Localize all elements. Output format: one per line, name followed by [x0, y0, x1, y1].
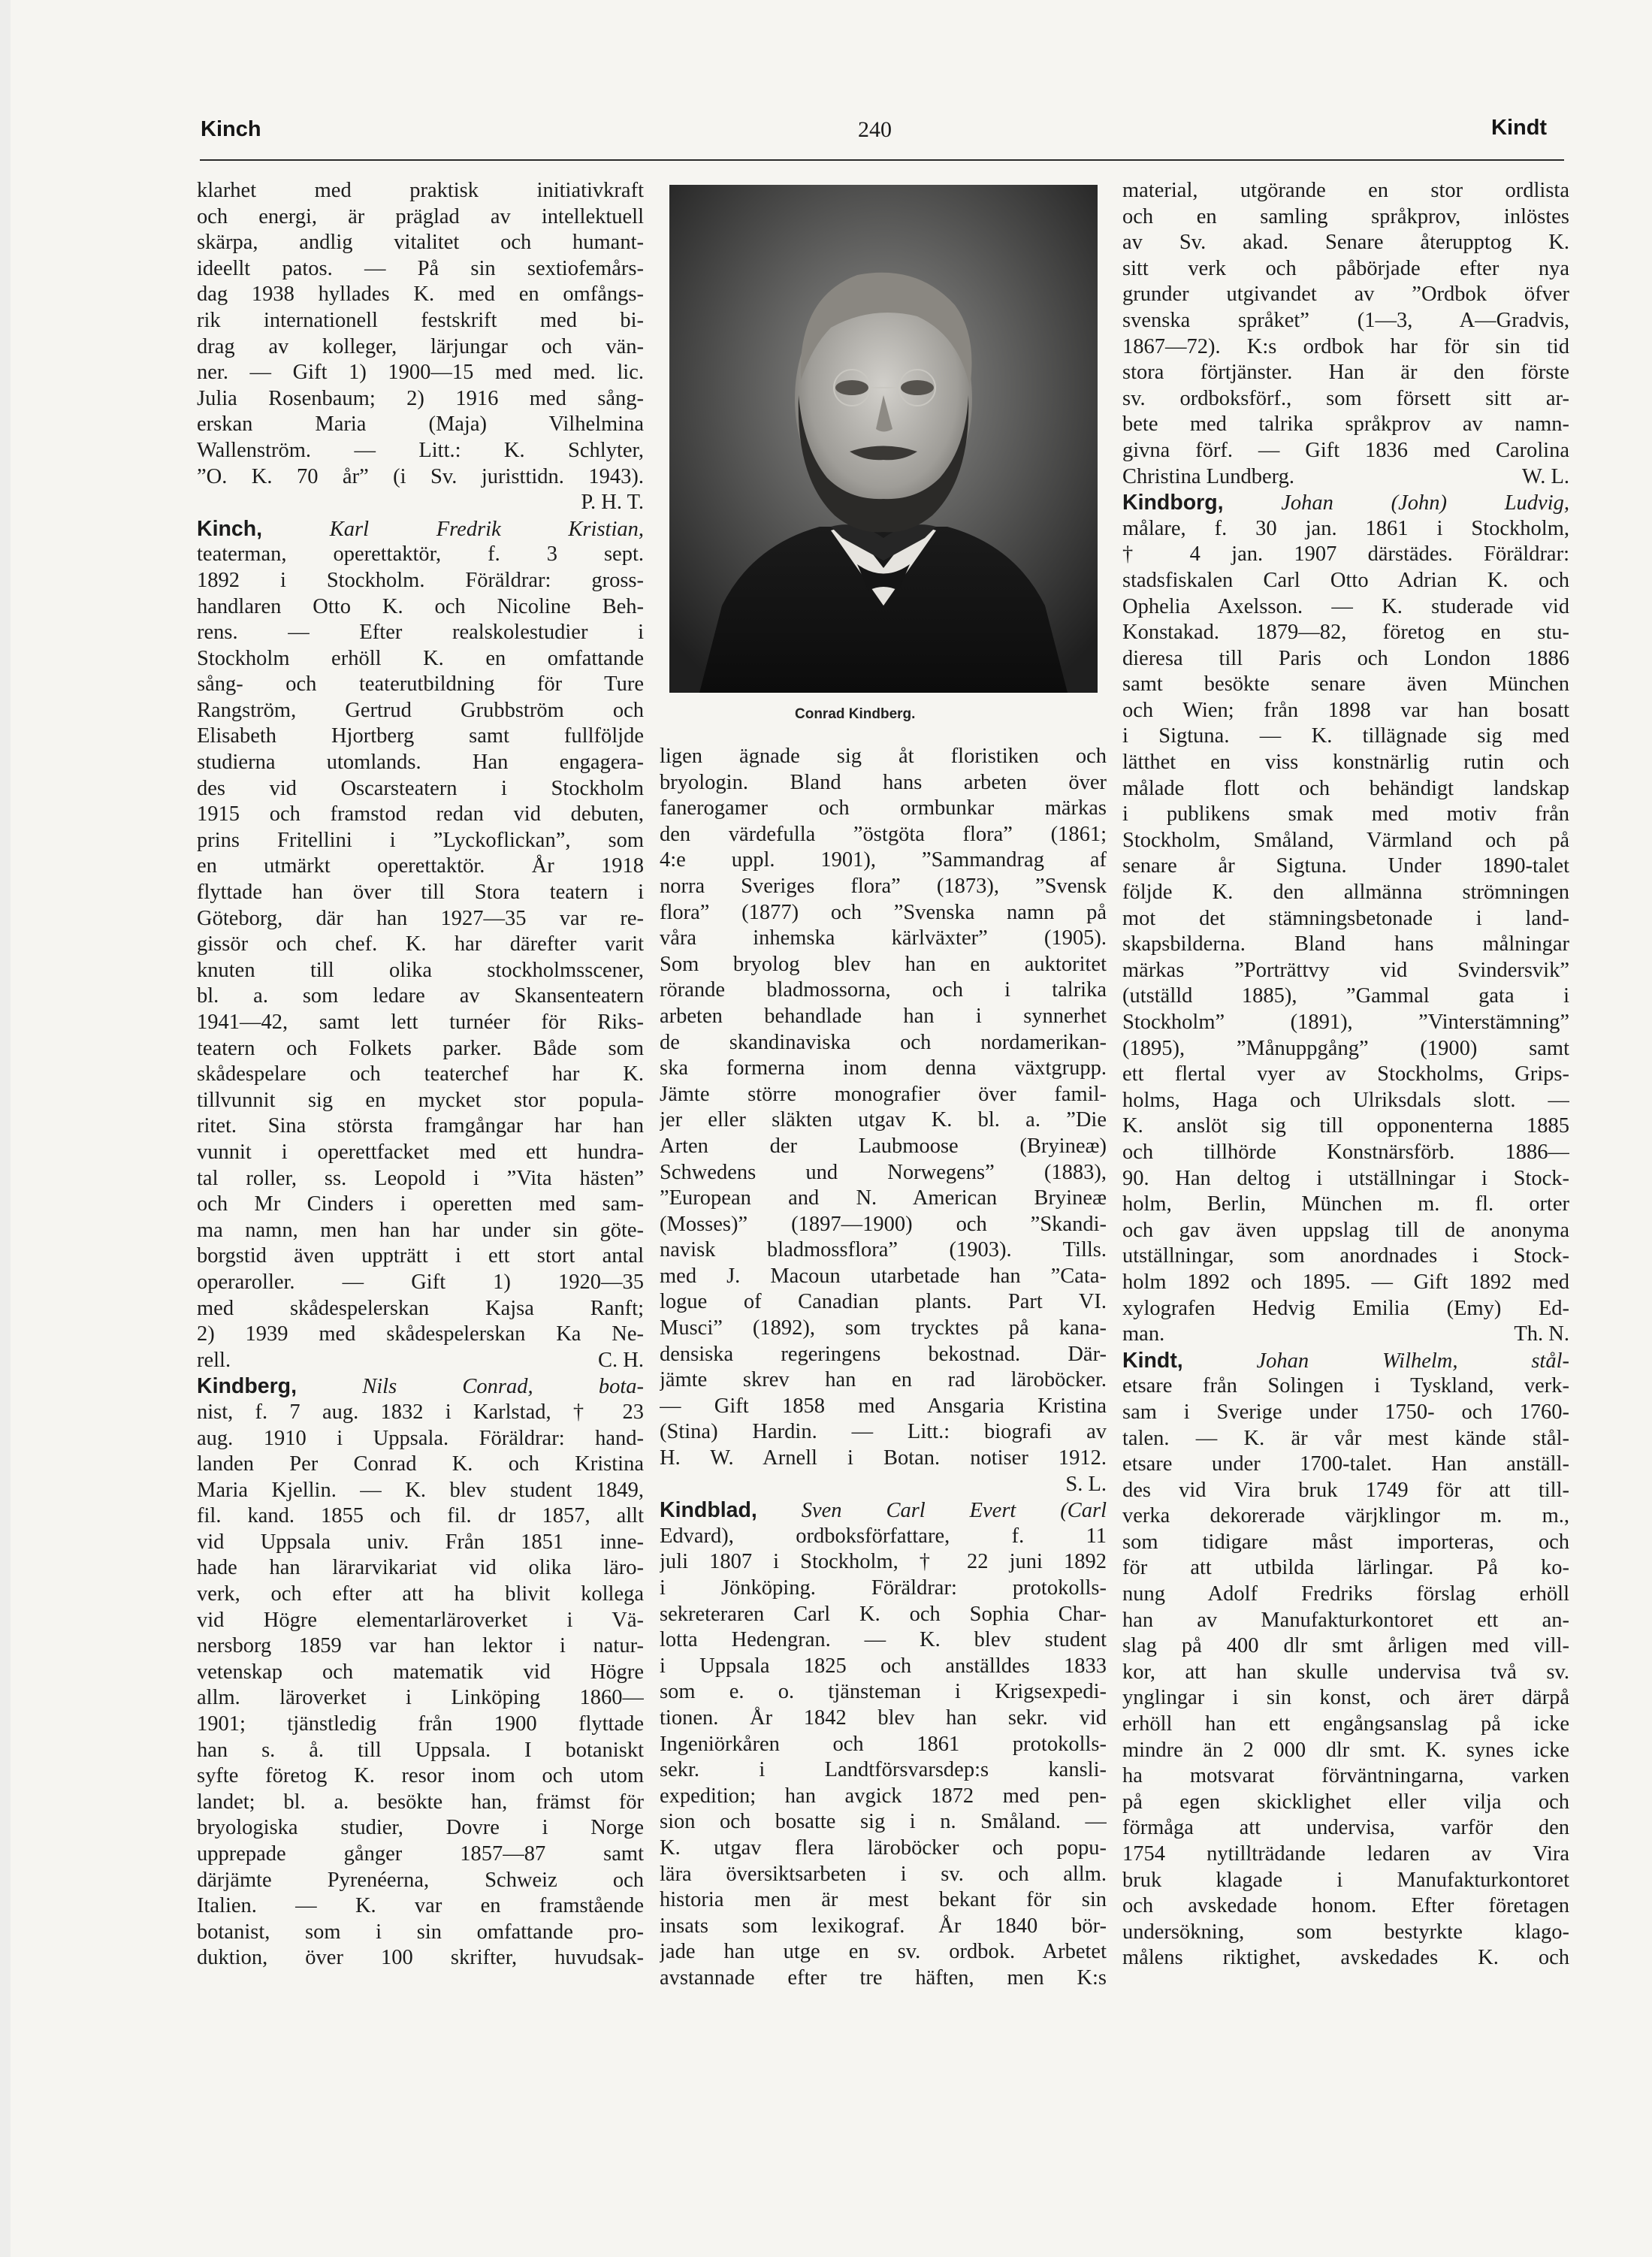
text-line: mot det stämningsbetonade i land- — [1122, 906, 1569, 930]
text-line: därjämte Pyrenéerna, Schweiz och — [197, 1868, 644, 1892]
text-line: Christina Lundberg. W. L. — [1122, 464, 1569, 488]
text-line: de skandinaviska och nordamerikan- — [660, 1030, 1107, 1054]
text-line: rens. — Efter realskolestudier i — [197, 621, 644, 645]
text-line: ha motsvarat förväntningarna, varken — [1122, 1764, 1569, 1788]
running-head-left: Kinch — [201, 117, 261, 141]
text-line: landet; bl. a. besökte han, främst för — [197, 1790, 644, 1814]
text-line: för att utbilda lärlingar. På ko- — [1122, 1556, 1569, 1580]
text-line: målade flott och behändigt landskap — [1122, 776, 1569, 800]
text-line: svenska språket” (1—3, A—Gradvis, — [1122, 308, 1569, 332]
text-line: samt besökte senare även München — [1122, 672, 1569, 696]
text-line: rell. C. H. — [197, 1348, 644, 1372]
text-line: Kindt, Johan Wilhelm, stål- — [1122, 1348, 1569, 1373]
text-line: vetenskap och matematik vid Högre — [197, 1660, 644, 1684]
text-line: nersborg 1859 var han lektor i natur- — [197, 1634, 644, 1658]
text-line: 90. Han deltog i utställningar i Stock- — [1122, 1166, 1569, 1190]
running-head-right: Kindt — [1491, 116, 1548, 140]
text-line: Göteborg, där han 1927—35 var re- — [197, 906, 644, 930]
text-line: expedition; han avgick 1872 med pen- — [660, 1784, 1107, 1808]
text-column-middle — [660, 744, 1107, 1992]
text-line: des vid Oscarsteatern i Stockholm — [197, 776, 644, 800]
text-line: duktion, över 100 skrifter, huvudsak- — [197, 1946, 644, 1970]
text-line: klarhet med praktisk initiativkraft — [197, 179, 644, 202]
text-line: grunder utgivandet av ”Ordbok öfver — [1122, 283, 1569, 307]
text-line: man. Th. N. — [1122, 1322, 1569, 1346]
text-line: han av Manufakturkontoret ett an- — [1122, 1608, 1569, 1632]
text-line: insats som lexikograf. År 1840 bör- — [660, 1914, 1107, 1938]
text-line: fil. kand. 1855 och fil. dr 1857, allt — [197, 1504, 644, 1528]
text-line: aug. 1910 i Uppsala. Föräldrar: hand- — [197, 1426, 644, 1450]
text-line: allm. läroverket i Linköping 1860— — [197, 1686, 644, 1710]
text-line: erhöll han ett engångsanslag på icke — [1122, 1712, 1569, 1736]
text-line: arbeten behandlade han i synnerhet — [660, 1004, 1107, 1028]
text-line: densiska regeringens bekostnad. Där- — [660, 1342, 1107, 1366]
text-line: prins Fritellini i ”Lyckoflickan”, som — [197, 828, 644, 852]
text-line: teaterman, operettaktör, f. 3 sept. — [197, 542, 644, 567]
portrait-illustration — [669, 185, 1098, 693]
text-line: ligen ägnade sig åt floristiken och — [660, 745, 1107, 768]
text-line: Konstakad. 1879—82, företog en stu- — [1122, 621, 1569, 645]
text-line: historia men är mest bekant för sin — [660, 1888, 1107, 1912]
text-line: nist, f. 7 aug. 1832 i Karlstad, † 23 — [197, 1400, 644, 1424]
text-line: Wallenström. — Litt.: K. Schlyter, — [197, 438, 644, 462]
text-line: våra inhemska kärlväxter” (1905). — [660, 926, 1107, 950]
text-line: ”O. K. 70 år” (i Sv. juristtidn. 1943). — [197, 464, 644, 488]
text-line: K. utgav flera läroböcker och popu- — [660, 1836, 1107, 1860]
text-line: (utställd 1885), ”Gammal gata i — [1122, 984, 1569, 1008]
text-line: utställningar, som anordnades i Stock- — [1122, 1244, 1569, 1268]
text-line: och tillhörde Konstnärsförb. 1886— — [1122, 1140, 1569, 1164]
text-line: senare år Sigtuna. Under 1890-talet — [1122, 854, 1569, 878]
text-line: sång- och teaterutbildning för Ture — [197, 672, 644, 696]
text-line: tillvunnit sig en mycket stor popula- — [197, 1088, 644, 1112]
text-line: bryologin. Bland hans arbeten över — [660, 770, 1107, 794]
text-line: ritet. Sina största framgångar har han — [197, 1114, 644, 1138]
text-line: landen Per Conrad K. och Kristina — [197, 1452, 644, 1476]
text-line: målare, f. 30 jan. 1861 i Stockholm, — [1122, 516, 1569, 540]
text-line: med J. Macoun utarbetade han ”Cata- — [660, 1264, 1107, 1288]
text-line: Stockholm erhöll K. en omfattande — [197, 646, 644, 670]
text-line: bruk klagade i Manufakturkontoret — [1122, 1868, 1569, 1892]
text-line: ner. — Gift 1) 1900—15 med med. lic. — [197, 361, 644, 385]
text-line: vid Högre elementarläroverket i Vä- — [197, 1608, 644, 1632]
text-line: (1895), ”Månuppgång” (1900) samt — [1122, 1036, 1569, 1060]
text-line: och Wien; från 1898 var han bosatt — [1122, 698, 1569, 722]
text-line: verk, och efter att ha blivit kollega — [197, 1582, 644, 1606]
text-line: tal roller, ss. Leopold i ”Vita hästen” — [197, 1166, 644, 1190]
text-line: flyttade han över till Stora teatern i — [197, 881, 644, 905]
text-line: lätthet en viss konstnärlig rutin och — [1122, 751, 1569, 775]
text-line: teatern och Folkets parker. Både som — [197, 1036, 644, 1060]
text-line: xylografen Hedvig Emilia (Emy) Ed- — [1122, 1296, 1569, 1320]
text-line: med skådespelerskan Kajsa Ranft; — [197, 1296, 644, 1320]
text-line: erskan Maria (Maja) Vilhelmina — [197, 412, 644, 437]
text-line: Ophelia Axelsson. — K. studerade vid — [1122, 594, 1569, 618]
text-line: Rangström, Gertrud Grubbström och — [197, 698, 644, 722]
text-line: Elisabeth Hjortberg samt fullföljde — [197, 724, 644, 748]
text-line: Italien. — K. var en framstående — [197, 1894, 644, 1918]
text-line: Julia Rosenbaum; 2) 1916 med sång- — [197, 386, 644, 410]
text-line: givna förf. — Gift 1836 med Carolina — [1122, 438, 1569, 462]
text-line: Stockholm” (1891), ”Vinterstämning” — [1122, 1011, 1569, 1034]
text-line: som e. o. tjänsteman i Krigsexpedi- — [660, 1680, 1107, 1704]
text-line: och energi, är präglad av intellektuell — [197, 204, 644, 228]
text-line: 1901; tjänstledig från 1900 flyttade — [197, 1712, 644, 1736]
text-line: jade han utge en sv. ordbok. Arbetet — [660, 1940, 1107, 1964]
text-line: jer eller släkten utgav K. bl. a. ”Die — [660, 1108, 1107, 1132]
text-line: Kinch, Karl Fredrik Kristian, — [197, 516, 644, 541]
text-line: på egen skicklighet eller vilja och — [1122, 1790, 1569, 1814]
text-line: och avskedade honom. Efter företagen — [1122, 1894, 1569, 1918]
text-line: Maria Kjellin. — K. blev student 1849, — [197, 1478, 644, 1502]
text-line: dag 1938 hyllades K. med en omfångs- — [197, 283, 644, 307]
text-line: och Mr Cinders i operetten med sam- — [197, 1192, 644, 1216]
text-line: Som bryolog blev han en auktoritet — [660, 952, 1107, 976]
text-line: skådespelare och teaterchef har K. — [197, 1062, 644, 1086]
text-line: den värdefulla ”östgöta flora” (1861; — [660, 822, 1107, 846]
text-line: bl. a. som ledare av Skansenteatern — [197, 984, 644, 1008]
text-line: botanist, som i sin omfattande pro- — [197, 1920, 644, 1944]
text-line: jämte skrev han en rad läroböcker. — [660, 1368, 1107, 1392]
text-line: skärpa, andlig vitalitet och humant- — [197, 231, 644, 255]
text-line: vid Uppsala univ. Från 1851 inne- — [197, 1530, 644, 1554]
text-line: gissör och chef. K. har därefter varit — [197, 932, 644, 956]
photo-caption: Conrad Kindberg. — [795, 706, 916, 722]
text-line: K. anslöt sig till opponenterna 1885 — [1122, 1114, 1569, 1138]
text-line: 4:e uppl. 1901), ”Sammandrag af — [660, 848, 1107, 872]
text-line: i Jönköping. Föräldrar: protokolls- — [660, 1576, 1107, 1600]
text-line: 2) 1939 med skådespelerskan Ka Ne- — [197, 1322, 644, 1346]
text-line: sam i Sverige under 1750- och 1760- — [1122, 1400, 1569, 1424]
text-line: han s. å. till Uppsala. I botaniskt — [197, 1738, 644, 1762]
text-line: juli 1807 i Stockholm, † 22 juni 1892 — [660, 1550, 1107, 1574]
text-line: i Sigtuna. — K. tillägnade sig med — [1122, 724, 1569, 748]
text-line: Jämte större monografier över famil- — [660, 1082, 1107, 1106]
text-line: och en samling språkprov, inlöstes — [1122, 204, 1569, 228]
text-line: nung Adolf Fredriks förslag erhöll — [1122, 1582, 1569, 1606]
text-column-right — [1122, 178, 1569, 1971]
text-line: målens riktighet, avskedades K. och — [1122, 1946, 1569, 1970]
text-line: ideellt patos. — På sin sextiofemårs- — [197, 256, 644, 280]
text-line: dieresa till Paris och London 1886 — [1122, 646, 1569, 670]
text-line: Edvard), ordboksförfattare, f. 11 — [660, 1524, 1107, 1548]
text-line: H. W. Arnell i Botan. notiser 1912. — [660, 1446, 1107, 1470]
text-line: bryologiska studier, Dovre i Norge — [197, 1816, 644, 1840]
text-line: 1867—72). K:s ordbok har för sin tid — [1122, 334, 1569, 358]
text-line: följde K. den allmänna strömningen — [1122, 881, 1569, 905]
text-line: talen. — K. är vår mest kände stål- — [1122, 1426, 1569, 1450]
text-line: verka dekorerade värjklingor m. m., — [1122, 1504, 1569, 1528]
text-line: märkas ”Porträttvy vid Svindersvik” — [1122, 958, 1569, 982]
text-line: sion och bosatte sig i n. Småland. — — [660, 1810, 1107, 1834]
text-line: 1754 nytillträdande ledaren av Vira — [1122, 1842, 1569, 1866]
text-line: holm 1892 och 1895. — Gift 1892 med — [1122, 1270, 1569, 1294]
text-line: studierna utomlands. Han engagera- — [197, 751, 644, 775]
text-line: ma namn, men han har under sin göte- — [197, 1218, 644, 1242]
text-line: Ingeniörkåren och 1861 protokolls- — [660, 1732, 1107, 1756]
text-line: Schwedens und Norwegens” (1883), — [660, 1160, 1107, 1184]
text-line: etsare från Solingen i Tyskland, verk- — [1122, 1374, 1569, 1398]
text-line: Musci” (1892), som trycktes på kana- — [660, 1316, 1107, 1340]
text-line: Kindblad, Sven Carl Evert (Carl — [660, 1498, 1107, 1523]
text-line: Kindborg, Johan (John) Ludvig, — [1122, 491, 1569, 515]
text-line: drag av kolleger, lärjungar och vän- — [197, 334, 644, 358]
text-line: P. H. T. — [581, 491, 644, 515]
text-line: sv. ordboksförf., som försett sitt ar- — [1122, 386, 1569, 410]
text-line: skapsbilderna. Bland hans målningar — [1122, 932, 1569, 956]
text-line: bete med talrika språkprov av namn- — [1122, 412, 1569, 437]
text-column-left — [197, 178, 644, 1971]
text-line: 1892 i Stockholm. Föräldrar: gross- — [197, 568, 644, 592]
text-line: av Sv. akad. Senare återupptog K. — [1122, 231, 1569, 255]
page-header — [0, 113, 1652, 158]
text-line: sekreteraren Carl K. och Sophia Char- — [660, 1602, 1107, 1626]
text-line: (Mosses)” (1897—1900) och ”Skandi- — [660, 1212, 1107, 1236]
text-line: kor, att han skulle undervisa två sv. — [1122, 1660, 1569, 1684]
page-number: 240 — [858, 117, 892, 142]
text-line: en utmärkt operettaktör. År 1918 — [197, 854, 644, 878]
text-line: stadsfiskalen Carl Otto Adrian K. och — [1122, 568, 1569, 592]
text-line: som tidigare måst importeras, och — [1122, 1530, 1569, 1554]
text-line: lära översiktsarbeten i sv. och allm. — [660, 1862, 1107, 1886]
text-line: Arten der Laubmoose (Bryineæ) — [660, 1134, 1107, 1158]
text-line: syfte företog K. resor inom och utom — [197, 1764, 644, 1788]
text-line: förmåga att undervisa, varför den — [1122, 1816, 1569, 1840]
text-line: navisk bladmossflora” (1903). Tills. — [660, 1238, 1107, 1262]
text-line: Stockholm, Småland, Värmland och på — [1122, 828, 1569, 852]
text-line: † 4 jan. 1907 därstädes. Föräldrar: — [1122, 542, 1569, 567]
text-line: ett flertal vyer av Stockholms, Grips- — [1122, 1062, 1569, 1086]
text-line: stora förtjänster. Han är den förste — [1122, 361, 1569, 385]
text-line: S. L. — [1065, 1472, 1107, 1496]
text-line: des vid Vira bruk 1749 för att till- — [1122, 1478, 1569, 1502]
text-line: ”European and N. American Bryineæ — [660, 1186, 1107, 1210]
text-line: hade han lärarvikariat vid olika läro- — [197, 1556, 644, 1580]
text-line: rörande bladmossorna, och i talrika — [660, 978, 1107, 1002]
text-line: holms, Haga och Ulriksdals slott. — — [1122, 1088, 1569, 1112]
text-line: slag på 400 dlr smt årligen med vill- — [1122, 1634, 1569, 1658]
text-line: (Stina) Hardin. — Litt.: biografi av — [660, 1420, 1107, 1444]
text-line: vunnit i operettfacket med ett hundra- — [197, 1140, 644, 1164]
text-line: 1915 och framstod redan vid debuten, — [197, 802, 644, 826]
text-line: rik internationell festskrift med bi- — [197, 308, 644, 332]
text-line: avstannade efter tre häften, men K:s — [660, 1965, 1107, 1990]
text-line: 1941—42, samt lett turnéer för Riks- — [197, 1011, 644, 1034]
text-line: sitt verk och påbörjade efter nya — [1122, 256, 1569, 280]
header-rule — [200, 159, 1564, 161]
text-line: ynglingar i sin konst, och ärет därpå — [1122, 1686, 1569, 1710]
text-line: sekr. i Landtförsvarsdep:s kansli- — [660, 1758, 1107, 1782]
text-line: flora” (1877) och ”Svenska namn på — [660, 900, 1107, 924]
text-line: etsare under 1700-talet. Han anställ- — [1122, 1452, 1569, 1476]
text-line: material, utgörande en stor ordlista — [1122, 179, 1569, 202]
text-line: fanerogamer och ormbunkar märkas — [660, 796, 1107, 820]
text-line: handlaren Otto K. och Nicoline Beh- — [197, 594, 644, 618]
text-line: norra Sveriges flora” (1873), ”Svensk — [660, 874, 1107, 898]
text-line: i publikens smak med motiv från — [1122, 802, 1569, 826]
text-line: borgstid även uppträtt i ett stort antal — [197, 1244, 644, 1268]
text-line: och gav även uppslag till de anonyma — [1122, 1218, 1569, 1242]
text-line: i Uppsala 1825 och anställdes 1833 — [660, 1654, 1107, 1678]
portrait-photo — [669, 185, 1098, 693]
text-line: tionen. År 1842 blev han sekr. vid — [660, 1706, 1107, 1730]
text-line: undersökning, som bestyrkte klago- — [1122, 1920, 1569, 1944]
text-line: lotta Hedengran. — K. blev student — [660, 1628, 1107, 1652]
text-line: operaroller. — Gift 1) 1920—35 — [197, 1270, 644, 1294]
text-line: logue of Canadian plants. Part VI. — [660, 1290, 1107, 1314]
text-line: holm, Berlin, München m. fl. orter — [1122, 1192, 1569, 1216]
text-line: upprepade gånger 1857—87 samt — [197, 1842, 644, 1866]
text-line: knuten till olika stockholmsscener, — [197, 958, 644, 982]
text-line: ska formerna inom denna växtgrupp. — [660, 1056, 1107, 1080]
text-line: Kindberg, Nils Conrad, bota- — [197, 1374, 644, 1399]
text-line: mindre än 2 000 dlr smt. K. synes icke — [1122, 1738, 1569, 1762]
text-line: — Gift 1858 med Ansgaria Kristina — [660, 1394, 1107, 1418]
